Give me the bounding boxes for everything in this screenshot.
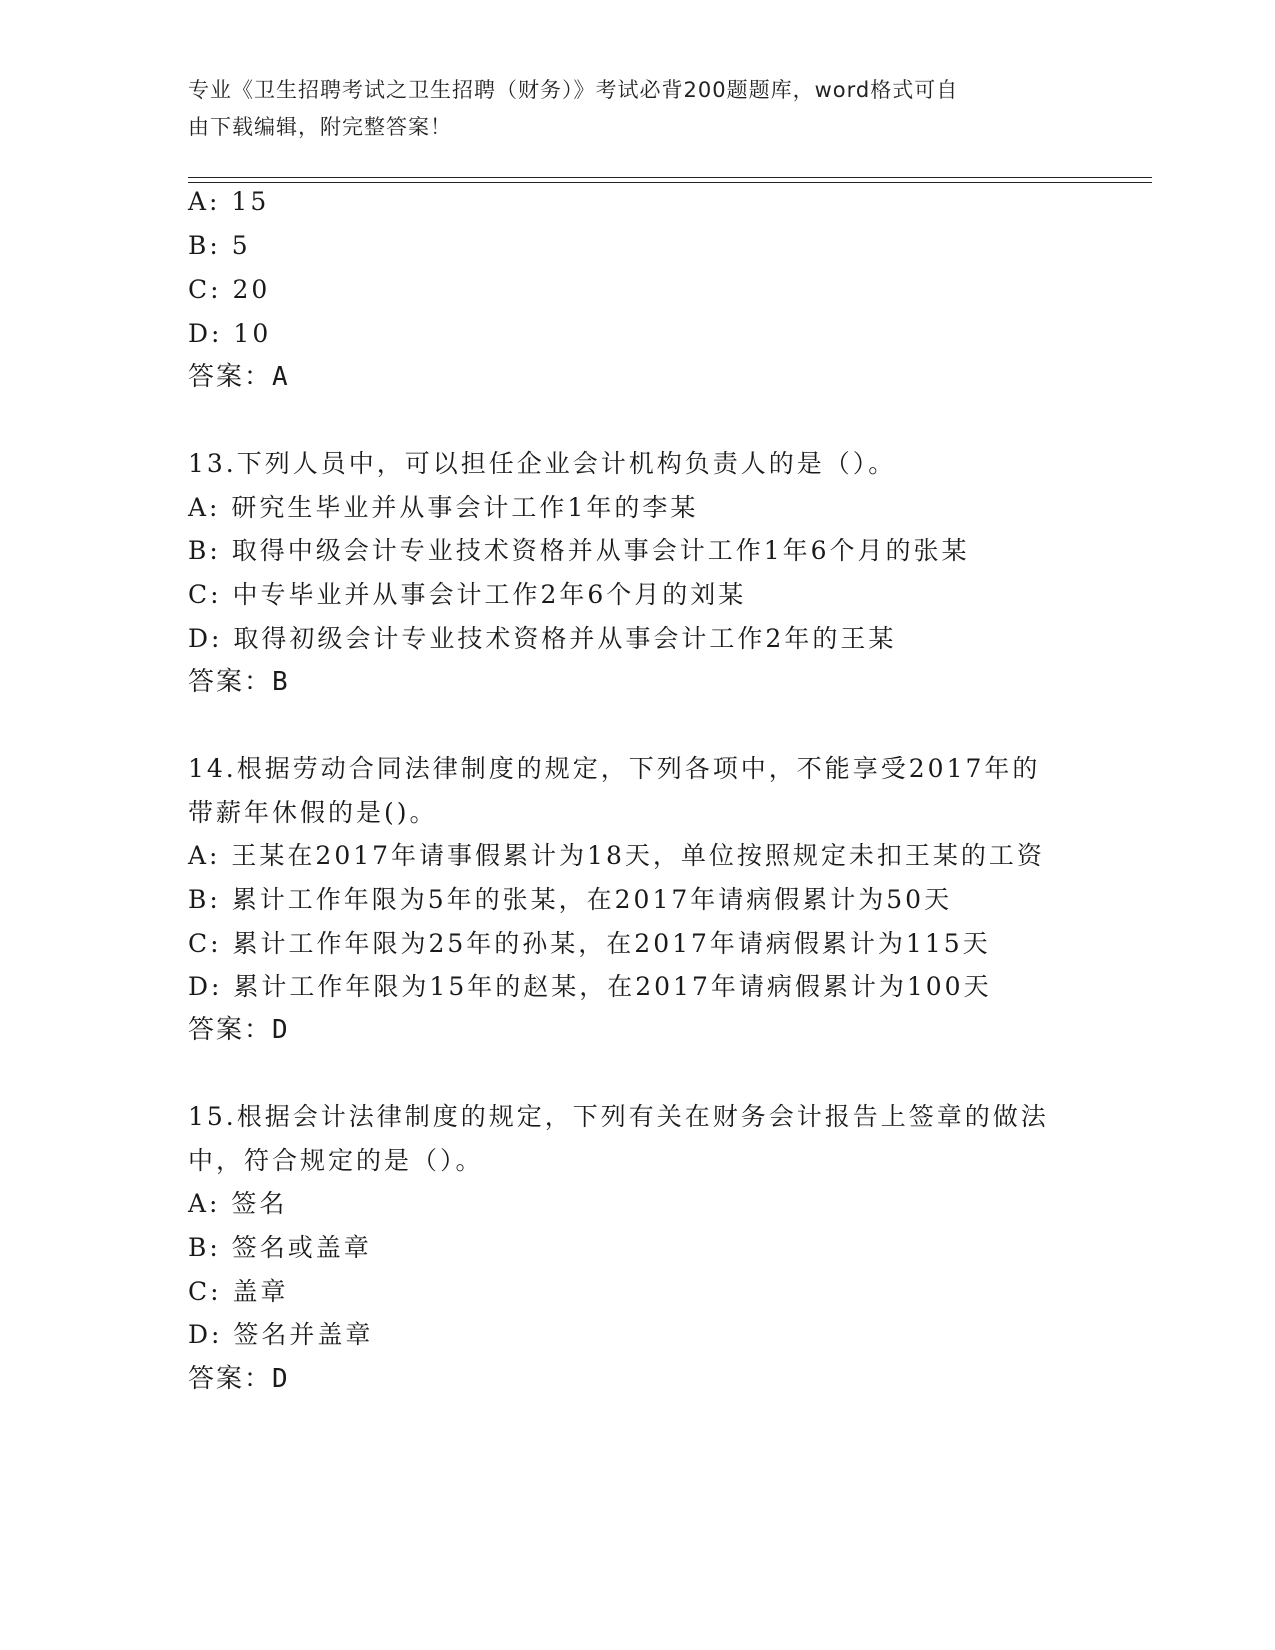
q15-stem-line-2: 中，符合规定的是（）。	[188, 1146, 484, 1175]
q14-option-d: D: 累计工作年限为15年的赵某，在2017年请病假累计为100天	[188, 972, 992, 1001]
q14-stem-line-2: 带薪年休假的是()。	[188, 798, 438, 827]
q14-option-b: B: 累计工作年限为5年的张某，在2017年请病假累计为50天	[188, 885, 953, 914]
header-title-line-1: 专业《卫生招聘考试之卫生招聘（财务）》考试必背200题题库，word格式可自	[188, 78, 959, 102]
q13-option-c: C: 中专毕业并从事会计工作2年6个月的刘某	[188, 580, 747, 609]
q12-answer: 答案：A	[188, 362, 290, 392]
q13-option-a: A: 研究生毕业并从事会计工作1年的李某	[188, 493, 699, 522]
q13-option-d: D: 取得初级会计专业技术资格并从事会计工作2年的王某	[188, 624, 897, 653]
q15-answer: 答案：D	[188, 1364, 290, 1394]
q14-option-a: A: 王某在2017年请事假累计为18天，单位按照规定未扣王某的工资	[188, 841, 1045, 870]
q13-answer: 答案：B	[188, 667, 290, 697]
q15-option-b: B: 签名或盖章	[188, 1233, 372, 1262]
header-divider	[188, 177, 1152, 183]
q12-option-b: B: 5	[188, 231, 251, 260]
q14-option-c: C: 累计工作年限为25年的孙某，在2017年请病假累计为115天	[188, 929, 991, 958]
header-title-line-2: 由下载编辑，附完整答案！	[188, 115, 452, 139]
q15-stem-line-1: 15.根据会计法律制度的规定，下列有关在财务会计报告上签章的做法	[188, 1102, 1049, 1131]
q13-option-b: B: 取得中级会计专业技术资格并从事会计工作1年6个月的张某	[188, 536, 970, 565]
q15-option-a: A: 签名	[188, 1189, 288, 1218]
q15-option-d: D: 签名并盖章	[188, 1320, 374, 1349]
q12-option-a: A: 15	[188, 187, 270, 216]
q14-answer: 答案：D	[188, 1015, 290, 1045]
q12-option-c: C: 20	[188, 275, 271, 304]
q14-stem-line-1: 14.根据劳动合同法律制度的规定，下列各项中，不能享受2017年的	[188, 754, 1041, 783]
document-header	[188, 72, 1068, 146]
q12-option-d: D: 10	[188, 319, 272, 348]
q13-stem: 13.下列人员中，可以担任企业会计机构负责人的是（）。	[188, 449, 897, 478]
q15-option-c: C: 盖章	[188, 1277, 289, 1306]
